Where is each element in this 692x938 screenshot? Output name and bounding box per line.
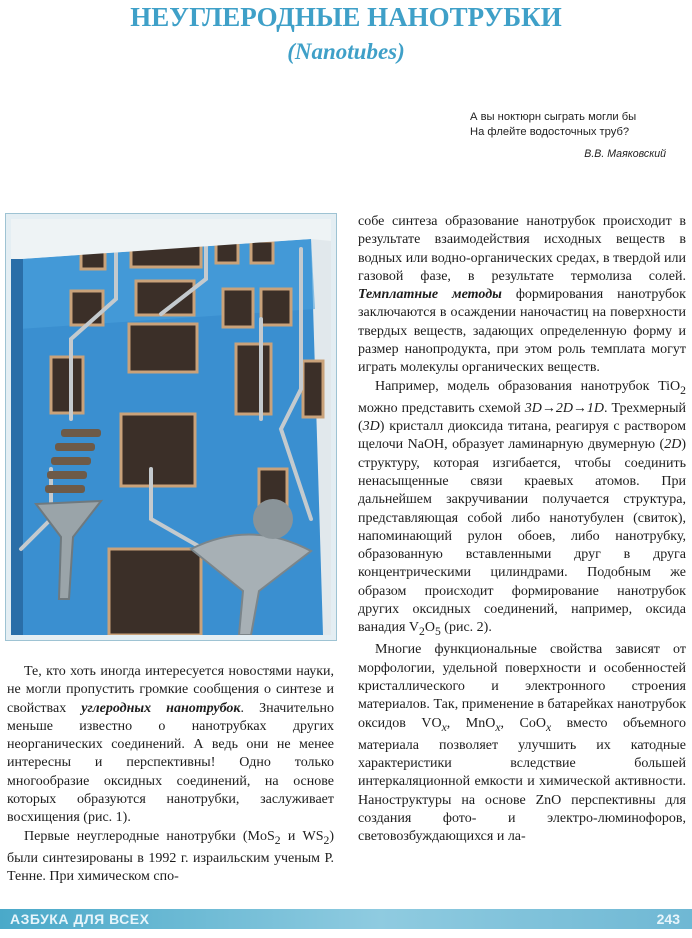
- subscript: 2: [680, 383, 686, 397]
- text-run: 3D: [362, 419, 380, 435]
- text-run: ) кристалл диоксида титана, реагируя с раствором щелочи NaOH, образует ламинарную двумерную (: [358, 419, 686, 453]
- text-run: вместо объемного материала позволяет улучшить их катодные характеристики вследствие большей интеркаляционной емкости и химической активности. Наноструктуры на основе ZnO перспективны для создания фото- и электро-люминофоров, световозбуждающихся и ла-: [358, 715, 687, 845]
- text-run: Те, кто хоть иногда интересуется новостями науки, не могли пропустить громкие сообщения о синтезе и свойствах: [7, 664, 334, 716]
- article-subtitle: (Nanotubes): [287, 39, 405, 64]
- text-run: , MnO: [446, 715, 496, 731]
- text-run: (рис. 2).: [440, 620, 492, 636]
- text-run: ) были синтезированы в 1992 г. израильским ученым Р. Тенне. При химическом спо-: [7, 828, 334, 885]
- page-number: 243: [656, 911, 680, 927]
- subscript: x: [495, 720, 501, 734]
- section-label: АЗБУКА ДЛЯ ВСЕХ: [10, 911, 150, 927]
- figure-photo: [5, 213, 337, 641]
- subscript: x: [545, 720, 552, 734]
- text-run: Например, модель образования нанотрубок TiO: [375, 378, 681, 394]
- footer-bar: [0, 909, 692, 929]
- paragraph: [358, 378, 686, 642]
- text-run: , CoO: [500, 715, 546, 731]
- text-run: Многие функциональные свойства зависят от морфологии, удельной поверхности и особенностей кристаллического и электронного строения материалов. Так, применение в батарейках нанотрубок оксидов VO: [358, 642, 686, 731]
- paragraph: [358, 641, 686, 846]
- right-column: [358, 213, 686, 846]
- epigraph-author: В.В. Маяковский: [584, 148, 666, 160]
- text-run: ) структуру, которая изгибается, чтобы соединить ненасыщенные связи краевых атомов. При дальнейшем закручивании получается структура, представляющая собой либо нанотубулен (свиток), напоминающий рулон обоев, либо нанотрубку, образованную вставленными друг в друга концентрическими цилиндрами. Подобным же образом происходит формирование нанотрубок других оксидных соединений, например, оксида ванадия V: [358, 437, 686, 636]
- subscript: 2: [419, 625, 425, 639]
- paragraph: [358, 213, 686, 378]
- text-run: . Трехмерный (: [358, 400, 686, 435]
- paragraph: [7, 663, 334, 828]
- left-column: [7, 663, 334, 886]
- paragraph: [7, 828, 334, 887]
- article-title: НЕУГЛЕРОДНЫЕ НАНОТРУБКИ: [130, 2, 562, 32]
- subscript: x: [441, 720, 447, 734]
- text-run: O: [424, 620, 435, 636]
- text-run: . Значительно меньше известно о нанотрубках других неорганических соединений. А ведь они не менее интересны и перспективны! Одно только многообразие оксидных соединений, на основе которых образуются нанотрубки, заслуживает восхищения (рис. 1).: [7, 700, 334, 826]
- subscript: 2: [274, 833, 281, 847]
- subscript: 2: [323, 833, 330, 847]
- text-run: 2D: [664, 437, 682, 453]
- building-photo-icon: [11, 219, 331, 635]
- text-run: и WS: [280, 828, 324, 844]
- text-run: формирования нанотрубок заключаются в осаждении наночастиц на поверхности твердых веществ, задающих определенную форму и размер нанопродукта, при этом роль темплата могут играть молекулы органических веществ.: [358, 287, 686, 376]
- epigraph-line-2: На флейте водосточных труб?: [470, 126, 630, 138]
- epigraph-line-1: А вы ноктюрн сыграть могли бы: [470, 111, 637, 123]
- text-run: собе синтеза образование нанотрубок происходит в результате взаимодействия исходных веществ в водных или водно-органических средах, в твердой или газовой фазе, в результате термолиза солей.: [358, 214, 686, 284]
- scheme: 3D→2D→1D: [524, 400, 605, 416]
- subscript: 5: [434, 625, 441, 639]
- term-carbon-nanotubes: углеродных нанотрубок: [81, 700, 241, 716]
- term-template-methods: Темплатные методы: [358, 287, 502, 303]
- text-run: можно представить схемой: [358, 400, 525, 416]
- epigraph: [470, 110, 685, 162]
- text-run: Первые неуглеродные нанотрубки (MoS: [24, 828, 275, 844]
